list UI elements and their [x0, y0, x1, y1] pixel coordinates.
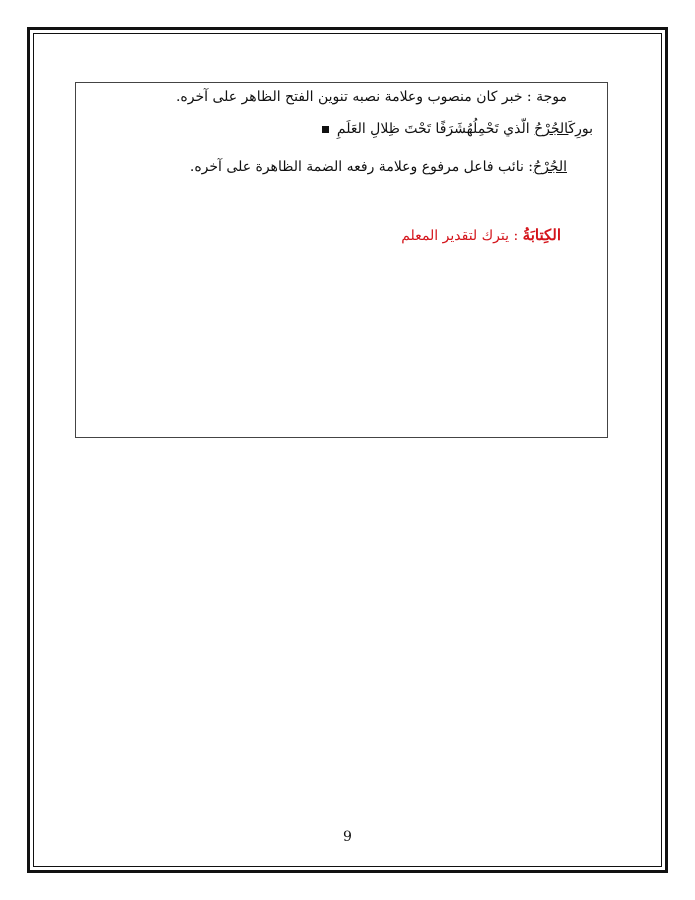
grammar-analysis-text: موجة : خبر كان منصوب وعلامة نصبه تنوين الفتح الظاهر على آخره. — [175, 89, 567, 105]
verse-prefix: بورِكَ — [568, 121, 593, 137]
poem-verse — [337, 119, 593, 139]
analysis-text: : نائب فاعل مرفوع وعلامة رفعه الضمة الظاهرة على آخره. — [189, 159, 534, 175]
poem-verse-line — [322, 119, 593, 139]
content-box — [75, 82, 608, 438]
writing-separator: : — [509, 228, 523, 244]
verse-rest: الّذي تَحْمِلُهُشَرَفًا تَحْتَ ظِلالِ العَلَمِ — [336, 121, 535, 137]
analysed-word: الجُرْحُ — [533, 159, 567, 175]
grammar-analysis-line-2 — [190, 157, 567, 177]
verse-underlined-word: الجُرْحُ — [534, 121, 569, 137]
grammar-analysis-line-1 — [176, 87, 567, 107]
writing-section — [401, 225, 561, 246]
bullet-square-icon — [322, 126, 329, 133]
page-number: 9 — [343, 829, 352, 845]
writing-label: الكِتابَةُ — [522, 226, 561, 244]
writing-text: يترك لتقدير المعلم — [401, 228, 510, 244]
